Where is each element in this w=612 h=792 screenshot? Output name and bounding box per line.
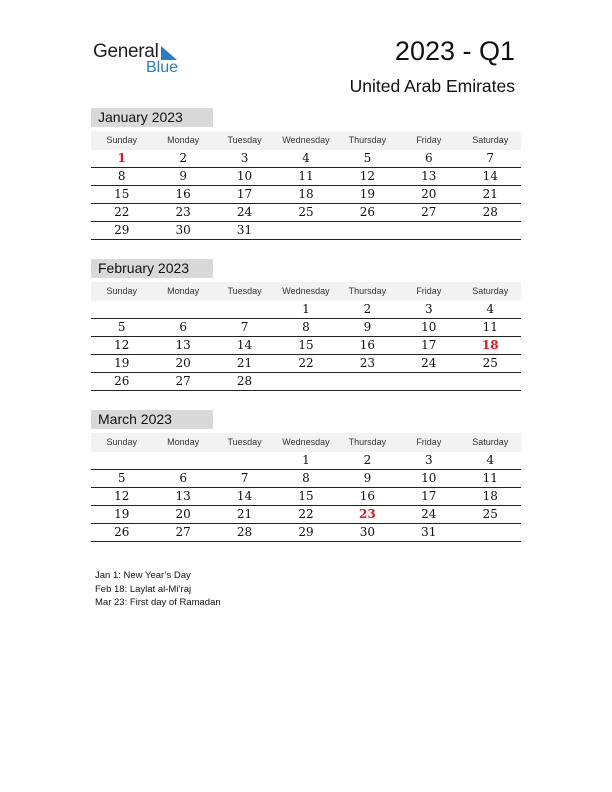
date-cell: 19: [359, 187, 376, 201]
month-march: [91, 410, 521, 542]
week-row: [91, 452, 521, 470]
date-cell: 1: [302, 453, 310, 467]
date-cell: 14: [236, 338, 253, 352]
date-cell: 12: [114, 489, 130, 503]
date-cell: 5: [117, 320, 126, 334]
month-label: February 2023: [91, 259, 213, 278]
week-row: [91, 186, 521, 204]
week-row: [91, 373, 521, 391]
date-cell: 28: [236, 525, 253, 539]
date-cell: 7: [486, 151, 495, 165]
holiday-date-cell: 1: [117, 151, 126, 165]
date-cell: 17: [421, 338, 437, 352]
month-february: [91, 259, 521, 391]
weekday-label: Thursday: [348, 437, 387, 447]
logo: [93, 40, 193, 80]
week-row: [91, 150, 521, 168]
date-cell: 11: [482, 471, 498, 485]
date-cell: 24: [421, 507, 437, 521]
date-cell: [152, 301, 213, 318]
date-cell: 11: [482, 320, 498, 334]
weekday-label: Wednesday: [282, 437, 330, 447]
date-cell: 11: [298, 169, 314, 183]
date-cell: [214, 452, 275, 469]
date-cell: 2: [179, 151, 187, 165]
date-cell: 9: [363, 471, 372, 485]
week-row: [91, 337, 521, 355]
calendar-grid: [91, 433, 521, 542]
date-cell: 27: [175, 374, 191, 388]
date-cell: 25: [298, 205, 314, 219]
date-cell: 13: [421, 169, 437, 183]
week-row: [91, 488, 521, 506]
logo-triangle-icon: [161, 46, 177, 60]
weekday-label: Friday: [416, 437, 442, 447]
month-label: March 2023: [91, 410, 213, 429]
date-cell: 2: [363, 453, 372, 467]
weekday-label: Friday: [416, 286, 442, 296]
weekday-label: Saturday: [472, 135, 509, 145]
date-cell: 16: [359, 338, 376, 352]
holiday-note: Jan 1: New Year’s Day: [95, 570, 191, 581]
weekday-label: Sunday: [106, 286, 137, 296]
date-cell: 31: [421, 525, 437, 539]
weekday-label: Tuesday: [227, 135, 262, 145]
date-cell: 20: [175, 356, 191, 370]
date-cell: [337, 222, 398, 239]
date-cell: 8: [302, 471, 310, 485]
month-january: [91, 108, 521, 240]
date-cell: 4: [486, 302, 495, 316]
weekday-label: Tuesday: [227, 286, 262, 296]
week-row: [91, 204, 521, 222]
date-cell: 25: [482, 356, 498, 370]
date-cell: 30: [175, 223, 191, 237]
date-cell: 18: [298, 187, 314, 201]
week-row: [91, 524, 521, 542]
date-cell: 18: [482, 489, 498, 503]
date-cell: 13: [175, 489, 191, 503]
holiday-date-cell: 18: [481, 338, 499, 352]
month-label: January 2023: [91, 108, 213, 127]
date-cell: 25: [482, 507, 498, 521]
calendar-grid: [91, 282, 521, 391]
weekday-label: Monday: [167, 286, 200, 296]
date-cell: 20: [421, 187, 437, 201]
date-cell: 26: [114, 374, 130, 388]
date-cell: 10: [236, 169, 253, 183]
date-cell: 14: [236, 489, 253, 503]
weekday-label: Thursday: [348, 286, 387, 296]
date-cell: 3: [425, 453, 433, 467]
date-cell: 9: [179, 169, 187, 183]
date-cell: 24: [421, 356, 437, 370]
date-cell: 12: [114, 338, 130, 352]
date-cell: 7: [240, 320, 249, 334]
week-row: [91, 301, 521, 319]
date-cell: 17: [421, 489, 437, 503]
date-cell: 15: [298, 489, 314, 503]
logo-text-general: General: [93, 41, 159, 62]
date-cell: 15: [298, 338, 314, 352]
date-cell: 8: [117, 169, 126, 183]
date-cell: 26: [114, 525, 130, 539]
weekday-label: Wednesday: [282, 286, 330, 296]
date-cell: 19: [114, 356, 130, 370]
date-cell: 22: [298, 356, 314, 370]
date-cell: 4: [486, 453, 495, 467]
date-cell: [275, 373, 336, 390]
date-cell: 8: [302, 320, 310, 334]
date-cell: 24: [236, 205, 253, 219]
date-cell: 26: [359, 205, 376, 219]
date-cell: 3: [240, 151, 249, 165]
week-row: [91, 319, 521, 337]
date-cell: 31: [236, 223, 253, 237]
date-cell: 29: [114, 223, 130, 237]
weekday-label: Monday: [167, 437, 200, 447]
date-cell: 28: [236, 374, 253, 388]
date-cell: [460, 373, 521, 390]
date-cell: 16: [175, 187, 191, 201]
holiday-date-cell: 23: [359, 507, 376, 521]
date-cell: 27: [421, 205, 437, 219]
weekday-label: Thursday: [348, 135, 387, 145]
date-cell: [460, 222, 521, 239]
date-cell: [214, 301, 275, 318]
date-cell: 5: [363, 151, 372, 165]
date-cell: [91, 452, 152, 469]
date-cell: [460, 524, 521, 541]
weekday-label: Monday: [167, 135, 200, 145]
date-cell: 6: [425, 151, 433, 165]
weekday-label: Saturday: [472, 286, 509, 296]
weekday-label: Sunday: [106, 437, 137, 447]
date-cell: 14: [482, 169, 498, 183]
calendar-grid: [91, 131, 521, 240]
date-cell: 27: [175, 525, 191, 539]
page-title: 2023 - Q1: [394, 36, 515, 66]
weekday-label: Saturday: [472, 437, 509, 447]
date-cell: 28: [482, 205, 498, 219]
week-row: [91, 222, 521, 240]
date-cell: [275, 222, 336, 239]
weekday-header-row: [91, 282, 521, 301]
date-cell: 30: [359, 525, 376, 539]
date-cell: 2: [363, 302, 372, 316]
date-cell: 22: [298, 507, 314, 521]
weekday-label: Tuesday: [227, 437, 262, 447]
date-cell: 15: [114, 187, 130, 201]
date-cell: [398, 373, 459, 390]
week-row: [91, 355, 521, 373]
date-cell: 10: [421, 320, 437, 334]
date-cell: [337, 373, 398, 390]
date-cell: 19: [114, 507, 130, 521]
date-cell: 6: [179, 320, 187, 334]
date-cell: 9: [363, 320, 372, 334]
date-cell: 17: [236, 187, 253, 201]
holiday-note: Mar 23: First day of Ramadan: [95, 597, 221, 608]
holiday-notes: [95, 569, 221, 610]
date-cell: 16: [359, 489, 376, 503]
date-cell: 3: [425, 302, 433, 316]
date-cell: 23: [359, 356, 376, 370]
date-cell: 21: [236, 356, 253, 370]
week-row: [91, 470, 521, 488]
date-cell: 1: [302, 302, 310, 316]
weekday-label: Friday: [416, 135, 442, 145]
weekday-label: Wednesday: [282, 135, 330, 145]
date-cell: 12: [359, 169, 376, 183]
holiday-note: Feb 18: Laylat al-Mi’raj: [95, 583, 192, 595]
date-cell: 7: [240, 471, 249, 485]
date-cell: 29: [298, 525, 314, 539]
country-name: United Arab Emirates: [349, 76, 515, 96]
logo-text-blue: Blue: [146, 59, 179, 76]
week-row: [91, 506, 521, 524]
date-cell: 4: [302, 151, 310, 165]
date-cell: 10: [421, 471, 437, 485]
date-cell: 5: [117, 471, 126, 485]
date-cell: [91, 301, 152, 318]
weekday-label: Sunday: [106, 135, 137, 145]
weekday-header-row: [91, 433, 521, 452]
date-cell: 20: [175, 507, 191, 521]
date-cell: 21: [482, 187, 498, 201]
date-cell: 22: [114, 205, 130, 219]
week-row: [91, 168, 521, 186]
date-cell: 21: [236, 507, 253, 521]
weekday-header-row: [91, 131, 521, 150]
date-cell: 13: [175, 338, 191, 352]
date-cell: 6: [179, 471, 187, 485]
date-cell: 23: [175, 205, 191, 219]
date-cell: [398, 222, 459, 239]
date-cell: [152, 452, 213, 469]
